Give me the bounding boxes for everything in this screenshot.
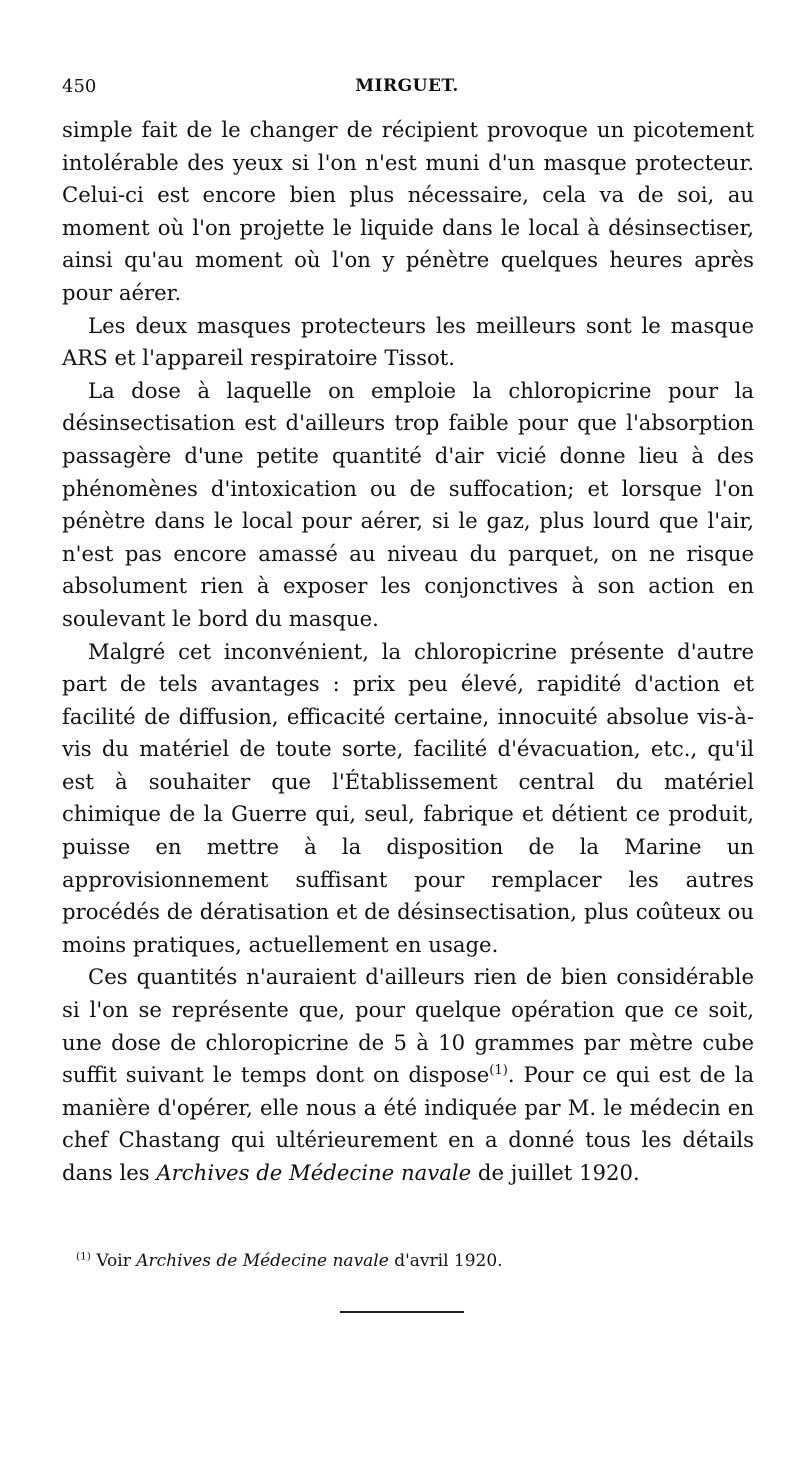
running-title: MIRGUET. xyxy=(355,76,459,96)
paragraph-3: La dose à laquelle on emploie la chloropicrine pour la désinsectisation est d'ailleurs trop faible pour que l'absorption passagère d'une petite quantité d'air vicié donne lieu à des phénomènes d'intoxication ou de suffocation; et lorsque l'on pénètre dans le local pour aérer, si le gaz, plus lourd que l'air, n'est pas encore amassé au niveau du parquet, on ne risque absolument rien à exposer les conjonctives à son action en soulevant le bord du masque. xyxy=(62,377,754,631)
end-rule xyxy=(340,1311,464,1313)
footnote-text-b: d'avril 1920. xyxy=(388,1251,503,1271)
paragraph-1: simple fait de le changer de récipient provoque un picotement intolérable des yeux si l'on n'est muni d'un masque protecteur. Celui-ci est encore bien plus nécessaire, cela va de soi, au moment où l'on projette le liquide dans le local à désinsectiser, ainsi qu'au moment où l'on y pénètre quelques heures après pour aérer. xyxy=(62,117,754,305)
page-number: 450 xyxy=(62,76,97,97)
paragraph-4: Malgré cet inconvénient, la chloropicrine présente d'autre part de tels avantages : prix peu élevé, rapidité d'action et facilité de diffusion, efficacité certaine, innocuité absolue vis-à-vis du matériel de toute sorte, facilité d'évacuation, etc., qu'il est à souhaiter que l'Établissement central du matériel chimique de la Guerre qui, seul, fabrique et détient ce produit, puisse en mettre à la disposition de la Marine un approvisionnement suffisant pour remplacer les autres procédés de dératisation et de désinsectisation, plus coûteux ou moins pratiques, actuellement en usage. xyxy=(62,638,754,957)
paragraph-5 xyxy=(62,961,754,1189)
footnote-journal-italic: Archives de Médecine navale xyxy=(136,1251,389,1271)
journal-title-italic: Archives de Médecine navale xyxy=(156,1160,472,1185)
paragraph-2: Les deux masques protecteurs les meilleurs sont le masque ARS et l'appareil respiratoire Tissot. xyxy=(62,312,754,371)
footnote-text-a: Voir xyxy=(90,1251,137,1271)
page-header xyxy=(62,76,752,102)
footnote-marker: (1) xyxy=(76,1250,91,1263)
body-text xyxy=(62,114,754,1190)
footnote xyxy=(76,1250,736,1272)
paragraph-5-text-c: de juillet 1920. xyxy=(471,1160,640,1185)
paragraph-5-text-b: . Pour ce qui est de la manière d'opérer, elle nous a été indiquée par M. le médecin en chef Chastang qui ultérieurement en a donné tous les détails dans les xyxy=(62,1062,754,1185)
paragraph-5-text-a: Ces quantités n'auraient d'ailleurs rien de bien considérable si l'on se représente que, pour quelque opération que ce soit, une dose de chloropicrine de 5 à 10 grammes par mètre cube suffit suivant le temps dont on dispose xyxy=(62,964,754,1088)
footnote-reference: (1) xyxy=(489,1063,508,1079)
